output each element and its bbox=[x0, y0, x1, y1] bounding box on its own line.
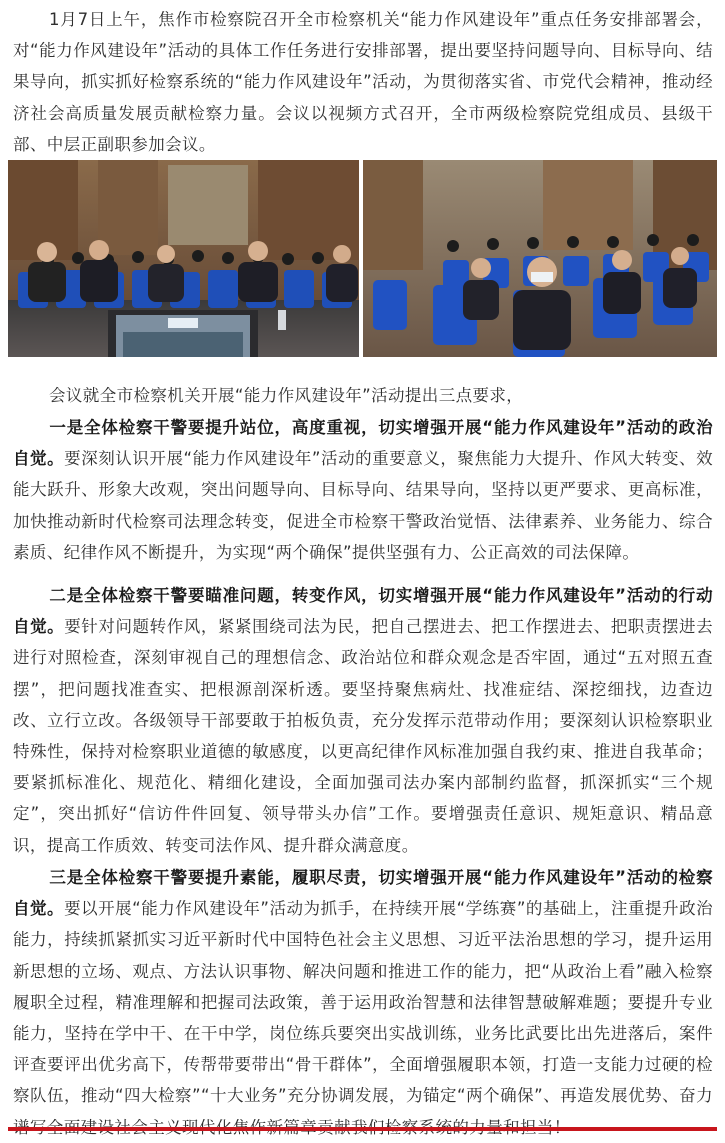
requirement-1-title: 一是全体检察干警要提升站位，高度重视，切实增强开展“能力作风建设年”活动的政治自觉。 bbox=[13, 418, 713, 469]
lead-paragraph bbox=[13, 380, 713, 411]
requirement-2-title: 二是全体检察干警要瞄准问题，转变作风，切实增强开展“能力作风建设年”活动的行动自觉。 bbox=[13, 586, 713, 637]
requirement-1-body: 要深刻认识开展“能力作风建设年”活动的重要意义，聚焦能力大提升、作风大转变、效能大跃升、形象大改观，突出问题导向、目标导向、结果导向，坚持以更严要求、更高标准，加快推动新时代检察司法理念转变，促进全市检察干警政治觉悟、法律素养、业务能力、综合素质、纪律作风不断提升，为实现“两个确保”提供坚强有力、公正高效的司法保障。 bbox=[13, 449, 714, 562]
meeting-photo-left bbox=[8, 160, 359, 357]
lead-text: 会议就全市检察机关开展“能力作风建设年”活动提出三点要求， bbox=[49, 386, 524, 405]
bottom-divider bbox=[8, 1127, 717, 1131]
meeting-photos bbox=[8, 160, 717, 357]
requirement-3-body: 要以开展“能力作风建设年”活动为抓手，在持续开展“学练赛”的基础上，注重提升政治能力，持续抓紧抓实习近平新时代中国特色社会主义思想、习近平法治思想的学习，提升运用新思想的立场、观点、方法认识事物、解决问题和推进工作的能力，把“从政治上看”融入检察履职全过程，精准理解和把握司法政策，善于运用政治智慧和法律智慧破解难题；要提升专业能力，坚持在学中干、在干中学，岗位练兵要突出实战训练，业务比武要比出先进落后，案件评查要评出优劣高下，传帮带要带出“骨干群体”，全面增强履职本领，打造一支能力过硬的检察队伍，推动“四大检察”“十大业务”充分协调发展，为锚定“两个确保”、再造发展优势、奋力 bbox=[13, 899, 714, 1106]
intro-paragraph bbox=[13, 4, 713, 160]
requirement-2 bbox=[13, 580, 713, 861]
requirement-3 bbox=[13, 862, 713, 1143]
meeting-photo-right bbox=[363, 160, 717, 357]
requirement-3-title: 三是全体检察干警要提升素能，履职尽责，切实增强开展“能力作风建设年”活动的检察自觉。 bbox=[13, 868, 713, 919]
requirement-2-body: 要针对问题转作风，紧紧围绕司法为民，把自己摆进去、把工作摆进去、把职责摆进去进行对照检查，深刻审视自己的理想信念、政治站位和群众观念是否牢固，通过“五对照五查摆”，把问题找准查实、把根源剖深析透。要坚持聚焦病灶、找准症结、深挖细找，边查边改、立行立改。各级领导干部要敢于拍板负责，充分发挥示范带动作用；要深刻认识检察职业特殊性，保持对检察职业道德的敏感度，以更高纪律作风标准加强自我约束、推进自我革命；要紧抓标准化、规范化、精细化建设，全面加强司法办案内部制约监督，抓深抓实“三个规定”，突出抓好“信访件件回复、领导带头办信”工作。要增强责任意识、规矩意识、精品意识，提高工作质效、转变司法作风、提升群众满意度。 bbox=[13, 617, 713, 855]
requirement-1 bbox=[13, 412, 713, 568]
intro-text: 1月7日上午，焦作市检察院召开全市检察机关“能力作风建设年”重点任务安排部署会，对“能力作风建设年”活动的具体工作任务进行安排部署，提出要坚持问题导向、目标导向、结果导向，抓实抓好检察系统的“能力作风建设年”活动，为贯彻落实省、市党代会精神，推动经济社会高质量发展贡献检察力量。会议以视频方式召开，全市两级检察院党组成员、县级干部、中层正副职参加会议。 bbox=[13, 10, 713, 154]
